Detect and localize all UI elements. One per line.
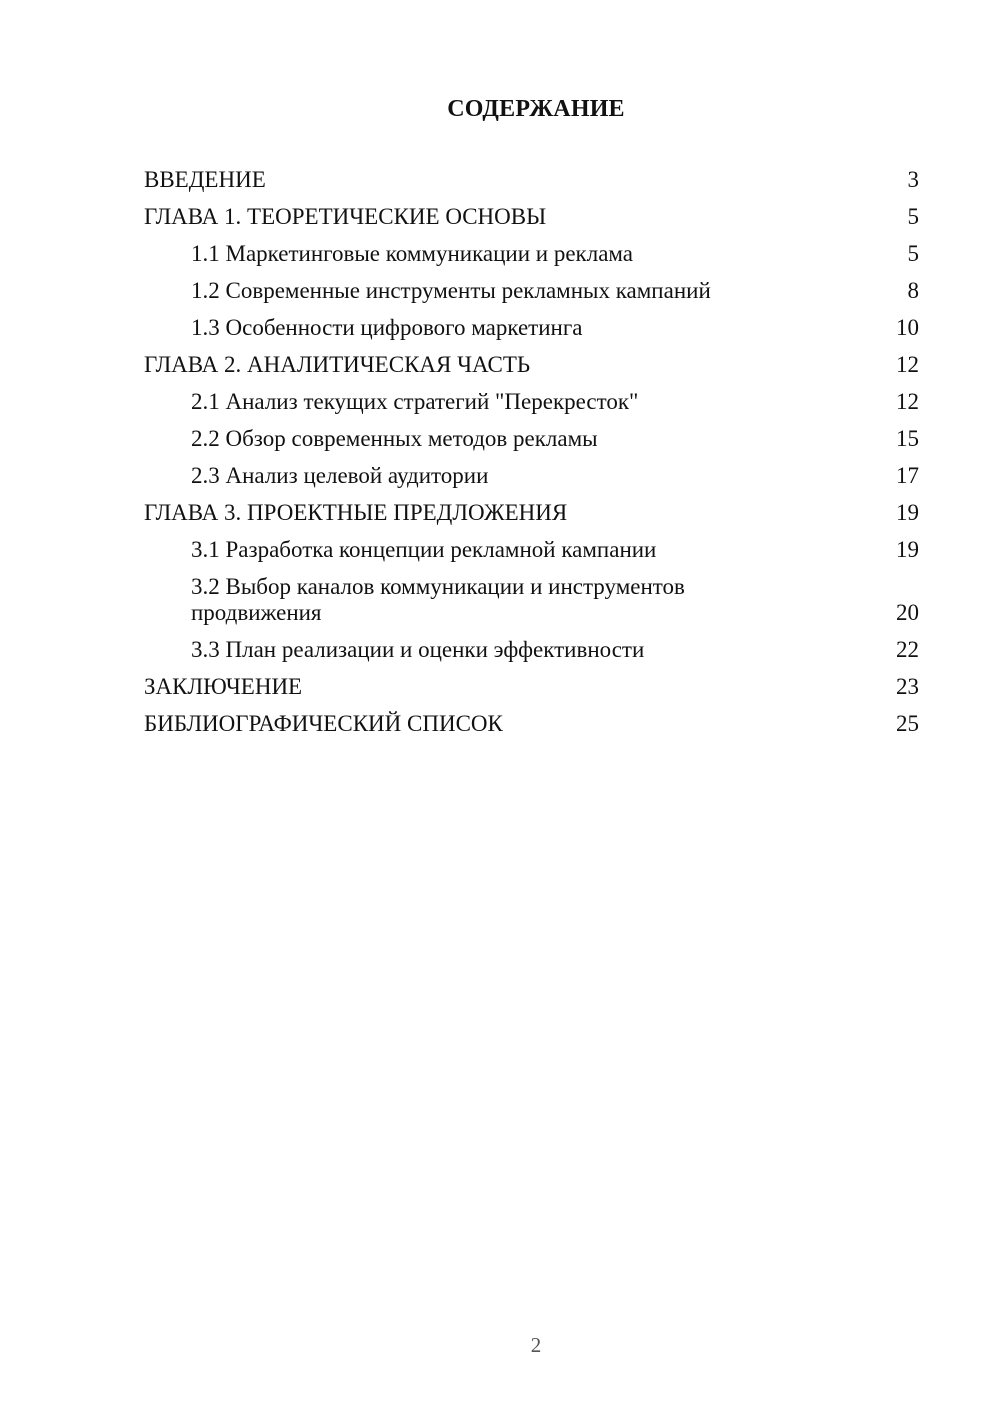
toc-entry-text: ГЛАВА 1. ТЕОРЕТИЧЕСКИЕ ОСНОВЫ [144,204,547,229]
toc-entry-page: 5 [907,204,919,229]
table-of-contents [144,167,919,748]
toc-entry-text: 2.1 Анализ текущих стратегий "Перекресток" [191,389,639,414]
toc-entry-section-3-3[interactable] [144,637,919,663]
toc-entry-text: 3.2 Выбор каналов коммуникации и инструментов продвижения [191,574,685,625]
toc-entry-page: 10 [896,315,919,340]
toc-entry-text: ГЛАВА 3. ПРОЕКТНЫЕ ПРЕДЛОЖЕНИЯ [144,500,568,525]
toc-entry-text: ГЛАВА 2. АНАЛИТИЧЕСКАЯ ЧАСТЬ [144,352,531,377]
toc-entry-page: 12 [896,389,919,414]
toc-entry-text: 3.1 Разработка концепции рекламной кампании [191,537,657,562]
toc-entry-page: 8 [907,278,919,303]
toc-entry-chapter-2[interactable] [144,352,919,378]
toc-entry-section-1-1[interactable] [144,241,919,267]
toc-entry-text: ВВЕДЕНИЕ [144,167,266,192]
toc-entry-page: 23 [896,674,919,699]
toc-entry-page: 19 [896,500,919,525]
toc-entry-section-1-2[interactable] [144,278,919,304]
page-title: СОДЕРЖАНИЕ [447,96,625,122]
toc-entry-chapter-3[interactable] [144,500,919,526]
toc-entry-page: 5 [907,241,919,266]
toc-entry-text: 2.2 Обзор современных методов рекламы [191,426,598,451]
toc-entry-page: 12 [896,352,919,377]
toc-entry-bibliography[interactable] [144,711,919,737]
toc-entry-text: 1.1 Маркетинговые коммуникации и реклама [191,241,634,266]
toc-entry-text: 1.3 Особенности цифрового маркетинга [191,315,583,340]
toc-entry-section-2-2[interactable] [144,426,919,452]
toc-entry-section-3-1[interactable] [144,537,919,563]
toc-entry-text: 2.3 Анализ целевой аудитории [191,463,489,488]
toc-entry-page: 22 [896,637,919,662]
toc-entry-text: 1.2 Современные инструменты рекламных кампаний [191,278,711,303]
toc-entry-introduction[interactable] [144,167,919,193]
toc-entry-text: 3.3 План реализации и оценки эффективности [191,637,645,662]
toc-entry-page: 17 [896,463,919,488]
toc-entry-page: 19 [896,537,919,562]
toc-entry-page: 15 [896,426,919,451]
toc-entry-page: 25 [896,711,919,736]
page-number: 2 [530,1333,542,1357]
toc-entry-section-1-3[interactable] [144,315,919,341]
toc-entry-section-3-2[interactable] [144,574,919,626]
toc-entry-conclusion[interactable] [144,674,919,700]
toc-entry-page: 20 [896,600,919,625]
toc-entry-page: 3 [907,167,919,192]
toc-entry-text: БИБЛИОГРАФИЧЕСКИЙ СПИСОК [144,711,503,736]
toc-entry-section-2-3[interactable] [144,463,919,489]
toc-entry-section-2-1[interactable] [144,389,919,415]
toc-entry-text: ЗАКЛЮЧЕНИЕ [144,674,303,699]
toc-entry-chapter-1[interactable] [144,204,919,230]
